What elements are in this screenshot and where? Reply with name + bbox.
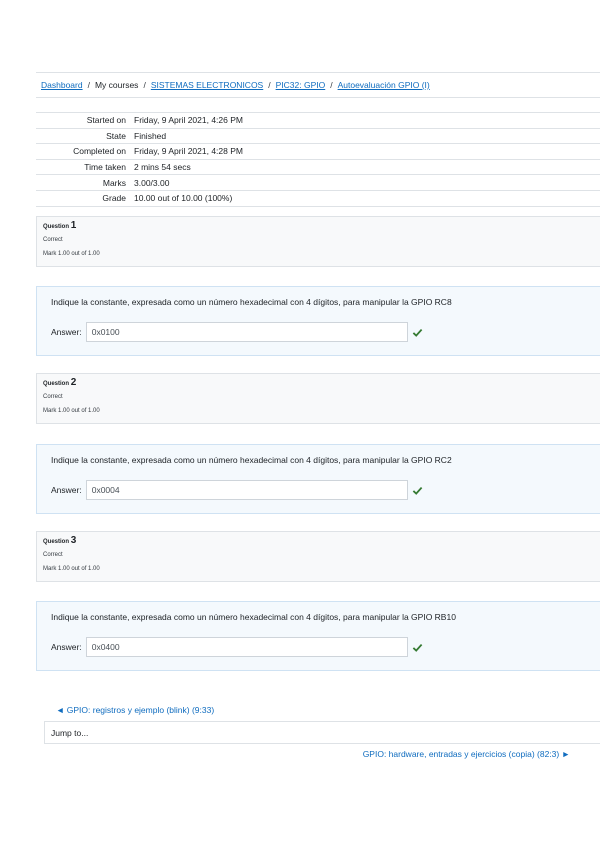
breadcrumb-quiz[interactable]: Autoevaluación GPIO (I) [337, 80, 430, 90]
answer-row [51, 480, 423, 500]
breadcrumb-dashboard[interactable]: Dashboard [41, 80, 83, 90]
question-number [43, 220, 600, 233]
quiz-summary-table [36, 112, 600, 207]
summary-label: State [106, 130, 126, 141]
question-text: Indique la constante, expresada como un número hexadecimal con 4 dígitos, para manipular la GPIO RC2 [51, 455, 452, 465]
question-number [43, 535, 600, 548]
next-activity-link[interactable]: GPIO: hardware, entradas y ejercicios (copia) (82:3) ► [362, 749, 570, 759]
breadcrumb-separator: / [143, 80, 146, 90]
summary-label: Started on [86, 115, 126, 126]
question-state: Correct [43, 237, 63, 243]
question-mark: Mark 1.00 out of 1.00 [43, 566, 100, 572]
summary-value: Friday, 9 April 2021, 4:28 PM [134, 146, 243, 157]
summary-label: Grade [102, 193, 126, 204]
question-text: Indique la constante, expresada como un número hexadecimal con 4 dígitos, para manipular la GPIO RC8 [51, 297, 452, 307]
check-icon [412, 642, 423, 653]
summary-value: Finished [134, 130, 167, 141]
question-number-value: 1 [70, 220, 77, 231]
answer-input[interactable]: 0x0100 [86, 322, 408, 342]
question-text: Indique la constante, expresada como un número hexadecimal con 4 dígitos, para manipular la GPIO RB10 [51, 612, 456, 622]
summary-value: 10.00 out of 10.00 (100%) [134, 193, 233, 204]
check-icon [412, 327, 423, 338]
question-mark: Mark 1.00 out of 1.00 [43, 408, 100, 414]
question-label: Question [43, 381, 70, 387]
summary-row-started [36, 113, 600, 129]
summary-label: Completed on [73, 146, 126, 157]
summary-label: Marks [102, 177, 126, 188]
question-mark: Mark 1.00 out of 1.00 [43, 251, 100, 257]
question-content [36, 286, 600, 356]
breadcrumb-my-courses: My courses [94, 80, 139, 90]
question-state: Correct [43, 552, 63, 558]
summary-value: 3.00/3.00 [134, 177, 170, 188]
question-info [36, 531, 600, 582]
breadcrumb-separator: / [268, 80, 271, 90]
answer-label: Answer: [51, 485, 82, 495]
answer-row [51, 322, 423, 342]
summary-row-grade [36, 190, 600, 206]
summary-label: Time taken [84, 162, 126, 173]
breadcrumb-separator: / [330, 80, 333, 90]
question-state: Correct [43, 394, 63, 400]
summary-row-time-taken [36, 159, 600, 175]
jump-to-select[interactable]: Jump to... [44, 721, 600, 744]
summary-value: 2 mins 54 secs [134, 162, 191, 173]
question-content [36, 601, 600, 671]
breadcrumb-section[interactable]: PIC32: GPIO [275, 80, 326, 90]
summary-row-marks [36, 175, 600, 191]
answer-label: Answer: [51, 642, 82, 652]
check-icon [412, 485, 423, 496]
question-number-value: 2 [70, 377, 77, 388]
answer-label: Answer: [51, 327, 82, 337]
question-info [36, 373, 600, 424]
breadcrumb [36, 72, 600, 98]
summary-row-state [36, 128, 600, 144]
answer-input[interactable]: 0x0400 [86, 637, 408, 657]
answer-input[interactable]: 0x0004 [86, 480, 408, 500]
summary-row-completed [36, 144, 600, 160]
question-number-value: 3 [70, 535, 77, 546]
summary-value: Friday, 9 April 2021, 4:26 PM [134, 115, 243, 126]
breadcrumb-separator: / [87, 80, 90, 90]
previous-activity-link[interactable]: ◄ GPIO: registros y ejemplo (blink) (9:33) [56, 705, 215, 715]
breadcrumb-course[interactable]: SISTEMAS ELECTRONICOS [150, 80, 264, 90]
question-label: Question [43, 539, 70, 545]
answer-row [51, 637, 423, 657]
question-label: Question [43, 224, 70, 230]
question-content [36, 444, 600, 514]
question-info [36, 216, 600, 267]
question-number [43, 377, 600, 390]
